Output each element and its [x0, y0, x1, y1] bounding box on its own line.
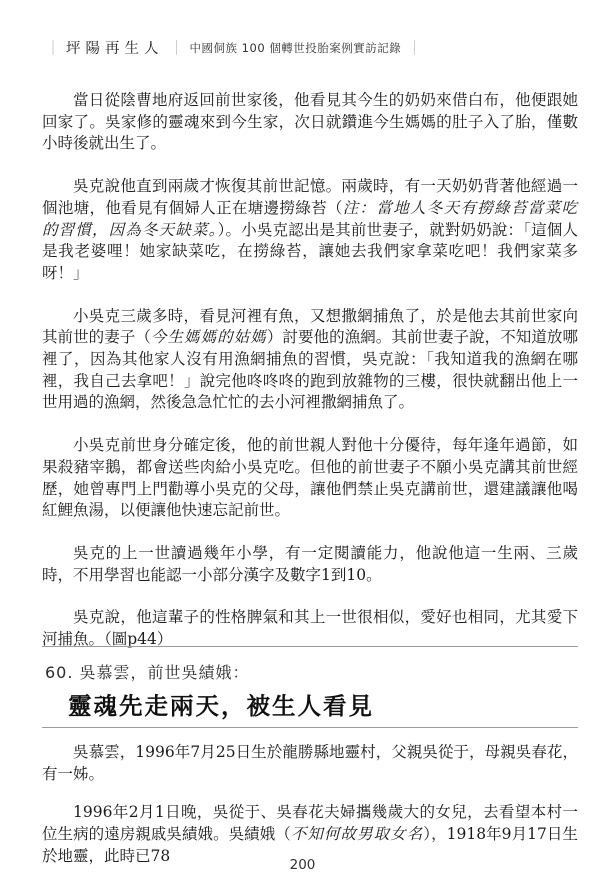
book-title: 中國侗族 100 個轉世投胎案例實訪記錄 [189, 40, 402, 55]
section-divider-bottom [42, 727, 578, 728]
body-text: 吳克說，他這輩子的性格脾氣和其上一世很相似，愛好也相同，尤其愛下河捕魚。（圖p44） [42, 608, 578, 649]
body-text: ）。小吳克認出是其前世妻子，就對奶奶說：「這個人是我老婆哩！她家缺菜吃，在撈綠苔，讓她去我們家拿菜吃吧！我們家菜多呀！」 [42, 220, 578, 282]
body-text: 吳慕雲，1996年7月25日生於龍勝縣地靈村，父親吳從于，母親吳春花，有一姊。 [42, 743, 578, 783]
section-heading [45, 662, 374, 721]
paragraph [42, 435, 578, 522]
paragraph [42, 306, 578, 415]
annotation-text: 不知何故男取女名 [290, 825, 424, 844]
case-59-body-text [42, 90, 578, 651]
paragraph [42, 742, 578, 785]
page-number: 200 [289, 857, 316, 873]
section-subtitle: 吳慕雲，前世吳績娥： [79, 663, 250, 682]
running-header [47, 37, 427, 58]
section-divider-top [42, 646, 578, 647]
section-number: 60. [45, 663, 74, 682]
paragraph [42, 607, 578, 650]
paragraph [42, 543, 578, 586]
paragraph [42, 176, 578, 285]
section-subtitle-line [45, 662, 374, 684]
header-divider-bar: ｜ [170, 39, 183, 57]
body-text: ）討要他的漁網。其前世妻子說，不知道放哪裡了，因為其他家人沒有用漁網捕魚的習慣，吳克說：「我知道我的漁網在哪裡，我自己去拿吧！」說完他咚咚咚的跑到放雜物的三樓，很快就翻出他上一世用過的漁網，然後急急忙忙的去小河裡撒網捕魚了。 [42, 328, 578, 412]
header-divider-bar: ｜ [408, 39, 421, 57]
body-text: 吳克說他直到兩歲才恢復其前世記憶。兩歲時，有一天奶奶背著他經過一個池塘，他看見有個婦人正在塘邊撈綠苔（ [42, 177, 578, 217]
annotation-text: 注：當地人冬天有撈綠苔當菜吃的習慣，因為冬天缺菜。 [42, 198, 578, 239]
body-text: 1996年2月1日晚，吳從于、吳春花夫婦攜幾歲大的女兒，去看望本村一位生病的遠房親戚吳績娥。吳績娥（ [42, 803, 578, 844]
paragraph [42, 90, 578, 155]
body-text: 當日從陰曹地府返回前世家後，他看見其今生的奶奶來借白布，他便跟她回家了。吳家修的靈魂來到今生家，次日就鑽進今生媽媽的肚子入了胎，僅數小時後就出生了。 [42, 91, 578, 153]
annotation-text: 今生媽媽的姑媽 [150, 328, 267, 347]
body-text: ），1918年9月17日生於地靈，此時已78 [42, 825, 578, 865]
series-title: 坪陽再生人 [66, 41, 164, 57]
section-title: 靈魂先走兩天，被生人看見 [68, 692, 374, 720]
body-text: 小吳克三歲多時，看見河裡有魚，又想撒網捕魚了，於是他去其前世家向其前世的妻子（ [42, 306, 578, 347]
body-text: 小吳克前世身分確定後，他的前世親人對他十分優待，每年逢年過節，如果殺豬宰鵝，都會送些肉給小吳克吃。但他的前世妻子不願小吳克講其前世經歷，她曾專門上門勸導小吳克的父母，讓他們禁止吳克講前世，還建議讓他喝紅鯉魚湯，以便讓他快速忘記前世。 [42, 436, 578, 520]
body-text: 吳克的上一世讀過幾年小學，有一定閱讀能力，他說他這一生兩、三歲時，不用學習也能認一小部分漢字及數字1到10。 [42, 543, 578, 584]
header-divider-bar: ｜ [47, 39, 60, 57]
